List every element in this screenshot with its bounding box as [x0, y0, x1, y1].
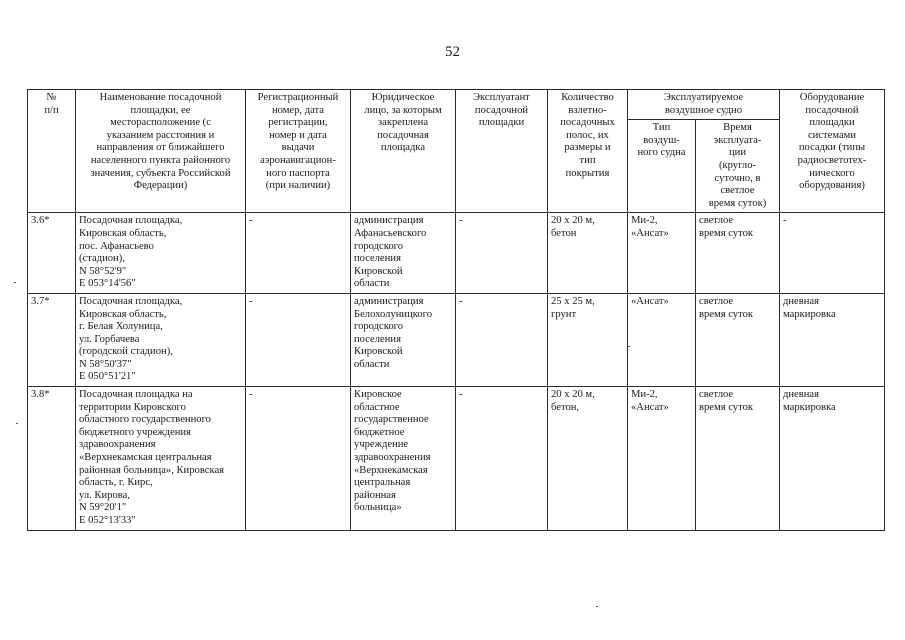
- page-number: 52: [445, 44, 460, 60]
- scan-speck: [628, 346, 630, 347]
- row-legal: Кировское областное государственное бюджетное учреждение здравоохранения «Верхнекамская центральная районная больница»: [351, 387, 456, 531]
- row-runways: 20 х 20 м, бетон: [548, 213, 628, 294]
- row-reg: -: [246, 213, 351, 294]
- row-time: светлое время суток: [696, 387, 780, 531]
- scan-speck: [14, 282, 16, 283]
- landing-sites-table: [27, 89, 885, 531]
- row-equipment: дневная маркировка: [780, 293, 885, 386]
- header-aircraft-type: Тип воздуш- ного судна: [628, 120, 696, 213]
- table-row: [28, 387, 885, 531]
- row-legal: администрация Белохолуницкого городского поселения Кировской области: [351, 293, 456, 386]
- header-num: № п/п: [28, 90, 76, 213]
- table-row: [28, 293, 885, 386]
- row-num: 3.7*: [28, 293, 76, 386]
- header-operator: Эксплуатант посадочной площадки: [456, 90, 548, 213]
- header-aircraft-group: Эксплуатируемое воздушное судно: [628, 90, 780, 120]
- row-aircraft-type: Ми-2, «Ансат»: [628, 387, 696, 531]
- row-num: 3.6*: [28, 213, 76, 294]
- row-name: Посадочная площадка на территории Кировского областного государственного бюджетного учреждения здравоохранения «Верхнекамская центральная районная больница», Кировская область, г. Кирс, ул. Кирова, N 59°20'1" E 052°13'33": [76, 387, 246, 531]
- header-reg: Регистрационный номер, дата регистрации, номер и дата выдачи аэронавигацион- ного паспорта (при наличии): [246, 90, 351, 213]
- row-legal: администрация Афанасьевского городского поселения Кировской области: [351, 213, 456, 294]
- header-name: Наименование посадочной площадки, ее месторасположение (с указанием расстояния и направления от ближайшего населенного пункта районного значения, субъекта Российской Федерации): [76, 90, 246, 213]
- row-aircraft-type: «Ансат»: [628, 293, 696, 386]
- row-equipment: -: [780, 213, 885, 294]
- header-time: Время эксплуата- ции (кругло- суточно, в светлое время суток): [696, 120, 780, 213]
- row-operator: -: [456, 213, 548, 294]
- header-row: [28, 90, 885, 120]
- table-row: [28, 213, 885, 294]
- row-operator: -: [456, 387, 548, 531]
- row-reg: -: [246, 293, 351, 386]
- row-reg: -: [246, 387, 351, 531]
- row-runways: 20 х 20 м, бетон,: [548, 387, 628, 531]
- header-legal: Юридическое лицо, за которым закреплена посадочная площадка: [351, 90, 456, 213]
- scan-speck: [596, 606, 598, 607]
- row-operator: -: [456, 293, 548, 386]
- header-equipment: Оборудование посадочной площадки системами посадки (типы радиосветотех- нического оборудования): [780, 90, 885, 213]
- row-num: 3.8*: [28, 387, 76, 531]
- scan-speck: [16, 423, 18, 424]
- row-aircraft-type: Ми-2, «Ансат»: [628, 213, 696, 294]
- row-equipment: дневная маркировка: [780, 387, 885, 531]
- row-name: Посадочная площадка, Кировская область, г. Белая Холуница, ул. Горбачева (городской стадион), N 58°50'37" E 050°51'21": [76, 293, 246, 386]
- header-runways: Количество взлетно- посадочных полос, их размеры и тип покрытия: [548, 90, 628, 213]
- row-runways: 25 х 25 м, грунт: [548, 293, 628, 386]
- row-name: Посадочная площадка, Кировская область, пос. Афанасьево (стадион), N 58°52'9" E 053°14'56": [76, 213, 246, 294]
- row-time: светлое время суток: [696, 293, 780, 386]
- row-time: светлое время суток: [696, 213, 780, 294]
